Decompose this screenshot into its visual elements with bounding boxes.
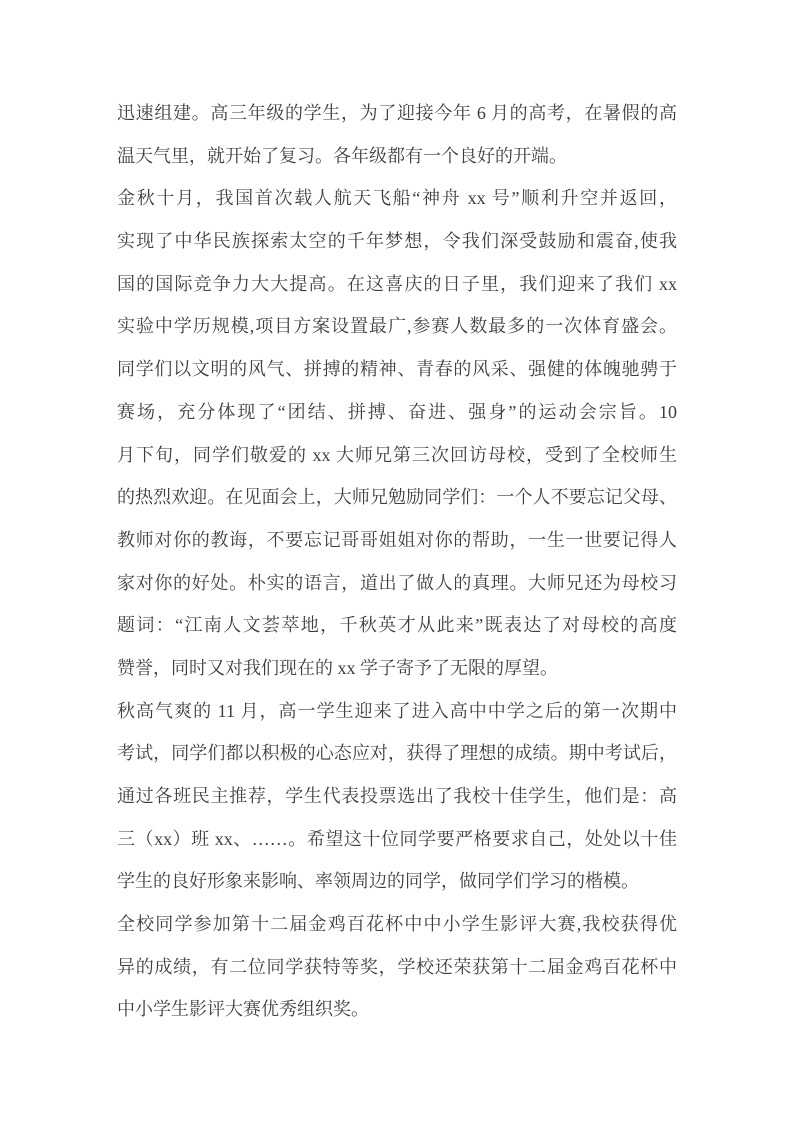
- text-line: 中小学生影评大赛优秀组织奖。: [117, 999, 369, 1020]
- text-line: 全校同学参加第十二届金鸡百花杯中中小学生影评大赛,我校获得优: [117, 914, 677, 935]
- paragraph: [117, 92, 677, 177]
- text-line: 实现了中华民族探索太空的千年梦想，令我们深受鼓励和震奋,使我: [117, 231, 677, 252]
- paragraph: [117, 690, 677, 903]
- text-line: 秋高气爽的 11 月，高一学生迎来了进入高中中学之后的第一次期中: [117, 700, 677, 721]
- paragraph: [117, 903, 677, 1031]
- text-line: 月下旬，同学们敬爱的 xx 大师兄第三次回访母校，受到了全校师生: [117, 444, 677, 465]
- document-body: [117, 92, 677, 1031]
- text-line: 学生的良好形象来影响、率领周边的同学，做同学们学习的楷模。: [117, 871, 639, 892]
- text-line: 题词：“江南人文荟萃地，千秋英才从此来”既表达了对母校的高度: [117, 615, 677, 636]
- text-line: 三（xx）班 xx、……。希望这十位同学要严格要求自己，处处以十佳: [117, 828, 677, 849]
- text-line: 考试，同学们都以积极的心态应对，获得了理想的成绩。期中考试后，: [117, 743, 677, 764]
- paragraph: [117, 177, 677, 689]
- text-line: 金秋十月，我国首次载人航天飞船“神舟 xx 号”顺利升空并返回，: [117, 188, 677, 209]
- text-line: 同学们以文明的风气、拼搏的精神、青春的风采、强健的体魄驰骋于: [117, 359, 677, 380]
- text-line: 实验中学历规模,项目方案设置最广,参赛人数最多的一次体育盛会。: [117, 316, 677, 337]
- text-line: 迅速组建。高三年级的学生，为了迎接今年 6 月的高考，在暑假的高: [117, 103, 677, 123]
- text-line: 赛场，充分体现了“团结、拼搏、奋进、强身”的运动会宗旨。10: [117, 401, 677, 422]
- text-line: 赞誉，同时又对我们现在的 xx 学子寄予了无限的厚望。: [117, 657, 558, 678]
- text-line: 教师对你的教诲，不要忘记哥哥姐姐对你的帮助，一生一世要记得人: [117, 529, 677, 550]
- text-line: 异的成绩，有二位同学获特等奖，学校还荣获第十二届金鸡百花杯中: [117, 956, 677, 977]
- text-line: 温天气里，就开始了复习。各年级都有一个良好的开端。: [117, 145, 567, 166]
- text-line: 国的国际竞争力大大提高。在这喜庆的日子里，我们迎来了我们 xx: [117, 273, 677, 294]
- text-line: 通过各班民主推荐，学生代表投票选出了我校十佳学生，他们是：高: [117, 786, 677, 806]
- text-line: 家对你的好处。朴实的语言，道出了做人的真理。大师兄还为母校习: [117, 572, 677, 593]
- text-line: 的热烈欢迎。在见面会上，大师兄勉励同学们：一个人不要忘记父母、: [117, 487, 677, 508]
